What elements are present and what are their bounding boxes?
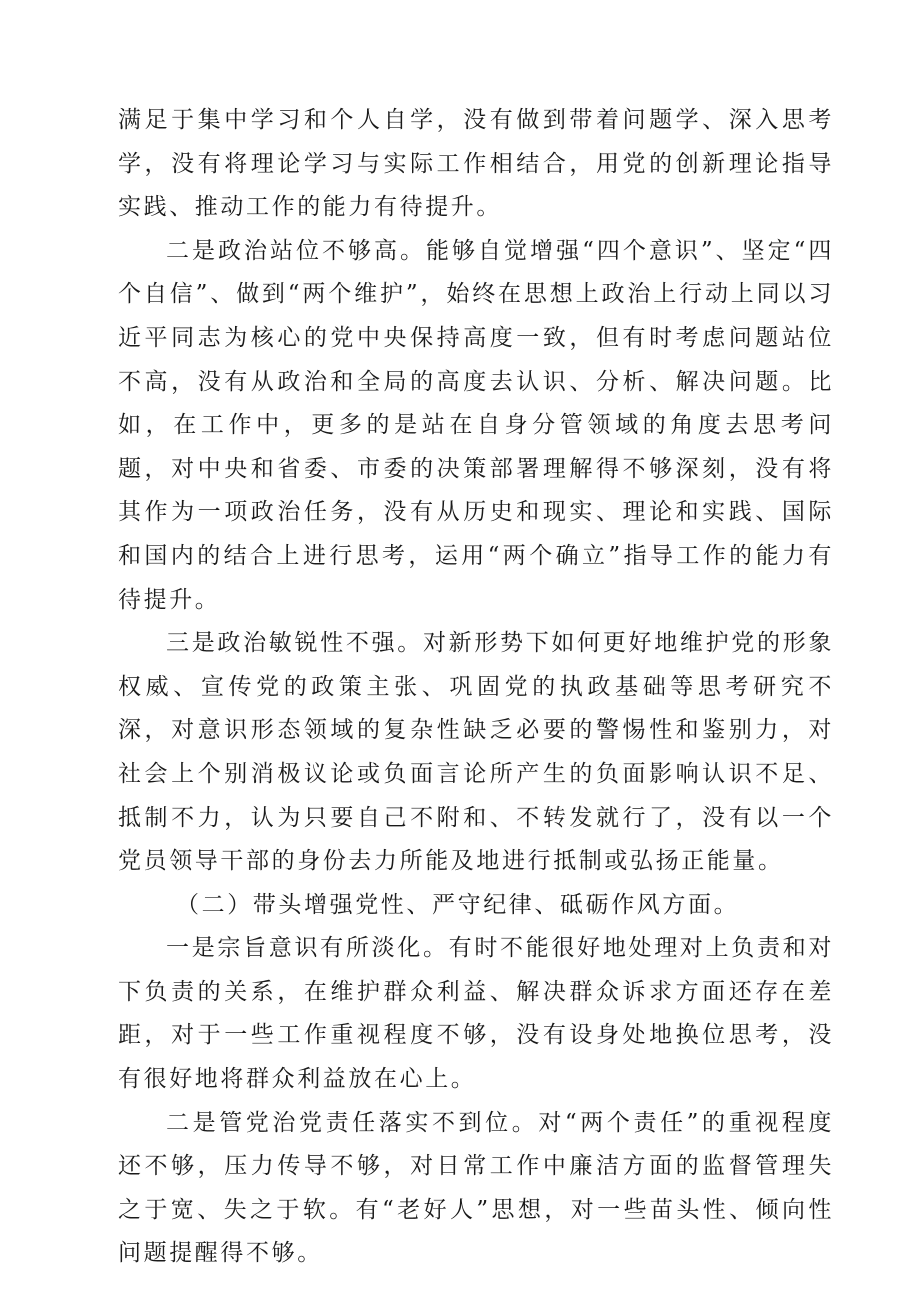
section-heading: （二）带头增强党性、严守纪律、砥砺作风方面。	[176, 891, 740, 918]
document-body	[118, 99, 834, 1276]
paragraph-political-stance: 二是政治站位不够高。能够自觉增强“四个意识”、坚定“四个自信”、做到“两个维护”，始终在思想上政治上行动上同以习近平同志为核心的党中央保持高度一致，但有时考虑问题站位不高，没有从政治和全局的高度去认识、分析、解决问题。比如，在工作中，更多的是站在自身分管领域的角度去思考问题，对中央和省委、市委的决策部署理解得不够深刻，没有将其作为一项政治任务，没有从历史和现实、理论和实践、国际和国内的结合上进行思考，运用“两个确立”指导工作的能力有待提升。	[118, 237, 834, 613]
paragraph-political-sensitivity: 三是政治敏锐性不强。对新形势下如何更好地维护党的形象权威、宣传党的政策主张、巩固党的执政基础等思考研究不深，对意识形态领域的复杂性缺乏必要的警惕性和鉴别力，对社会上个别消极议论或负面言论所产生的负面影响认识不足、抵制不力，认为只要自己不附和、不转发就行了，没有以一个党员领导干部的身份去力所能及地进行抵制或弘扬正能量。	[118, 630, 834, 875]
paragraph-purpose-awareness: 一是宗旨意识有所淡化。有时不能很好地处理对上负责和对下负责的关系，在维护群众利益、解决群众诉求方面还存在差距，对于一些工作重视程度不够，没有设身处地换位思考，没有很好地将群众利益放在心上。	[118, 935, 834, 1093]
paragraph-continuation: 满足于集中学习和个人自学，没有做到带着问题学、深入思考学，没有将理论学习与实际工作相结合，用党的创新理论指导实践、推动工作的能力有待提升。	[118, 107, 834, 221]
paragraph-party-governance: 二是管党治党责任落实不到位。对“两个责任”的重视程度还不够，压力传导不够，对日常工作中廉洁方面的监督管理失之于宽、失之于软。有“老好人”思想，对一些苗头性、倾向性问题提醒得不够。	[118, 1109, 834, 1267]
